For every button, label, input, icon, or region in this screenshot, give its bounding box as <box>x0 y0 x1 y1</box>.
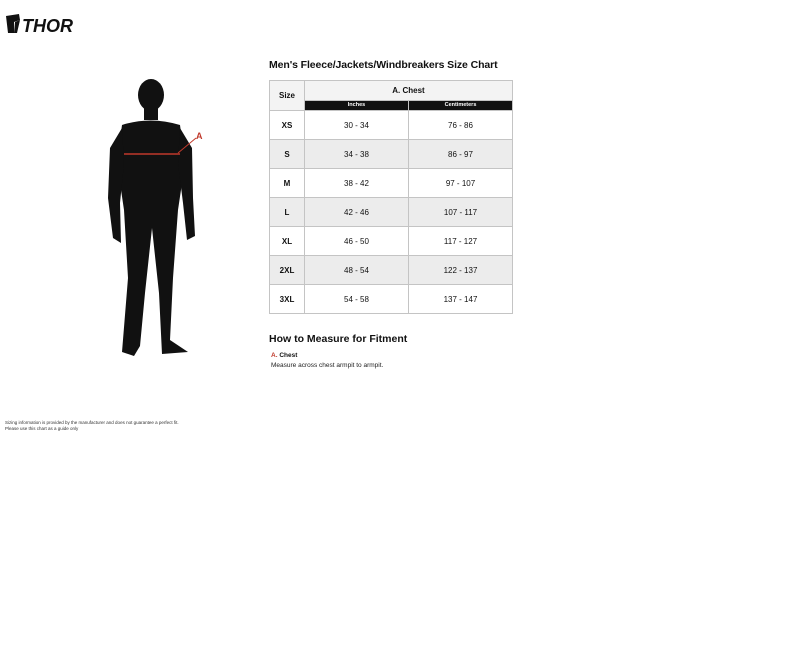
disclaimer <box>5 420 179 432</box>
inches-header: Inches <box>305 101 409 111</box>
cm-cell: 137 - 147 <box>409 285 513 314</box>
disclaimer-line: Sizing information is provided by the manufacturer and does not guarantee a perfect fit. <box>5 420 179 425</box>
cm-cell: 107 - 117 <box>409 198 513 227</box>
size-cell: L <box>270 198 305 227</box>
measure-item-chest <box>271 352 297 359</box>
size-cell: XS <box>270 111 305 140</box>
thor-helmet-icon <box>5 11 85 37</box>
inches-cell: 30 - 34 <box>305 111 409 140</box>
table-row <box>270 198 513 227</box>
size-column-header: Size <box>270 81 305 111</box>
inches-cell: 48 - 54 <box>305 256 409 285</box>
cm-cell: 76 - 86 <box>409 111 513 140</box>
inches-cell: 42 - 46 <box>305 198 409 227</box>
centimeters-header: Centimeters <box>409 101 513 111</box>
size-cell: S <box>270 140 305 169</box>
inches-cell: 46 - 50 <box>305 227 409 256</box>
inches-cell: 38 - 42 <box>305 169 409 198</box>
cm-cell: 97 - 107 <box>409 169 513 198</box>
size-cell: XL <box>270 227 305 256</box>
table-row <box>270 256 513 285</box>
size-cell: M <box>270 169 305 198</box>
inches-cell: 54 - 58 <box>305 285 409 314</box>
disclaimer-line: Please use this chart as a guide only <box>5 426 79 431</box>
chest-column-header: A. Chest <box>305 81 513 101</box>
measure-item-letter: A. <box>271 352 278 359</box>
thor-logo <box>5 11 85 37</box>
cm-cell: 117 - 127 <box>409 227 513 256</box>
table-row <box>270 169 513 198</box>
cm-cell: 122 - 137 <box>409 256 513 285</box>
chart-title: Men's Fleece/Jackets/Windbreakers Size Chart <box>269 59 498 71</box>
svg-text:THOR: THOR <box>22 16 73 36</box>
size-chart-table <box>269 80 513 314</box>
table-row <box>270 140 513 169</box>
table-row <box>270 227 513 256</box>
measure-item-name: Chest <box>279 352 298 359</box>
measure-item-description: Measure across chest armpit to armpit. <box>271 362 384 369</box>
measure-section-title: How to Measure for Fitment <box>269 333 408 345</box>
measure-marker-a: A <box>196 131 203 141</box>
inches-cell: 34 - 38 <box>305 140 409 169</box>
table-row <box>270 285 513 314</box>
body-silhouette <box>100 78 210 363</box>
size-cell: 2XL <box>270 256 305 285</box>
size-cell: 3XL <box>270 285 305 314</box>
table-row <box>270 111 513 140</box>
cm-cell: 86 - 97 <box>409 140 513 169</box>
